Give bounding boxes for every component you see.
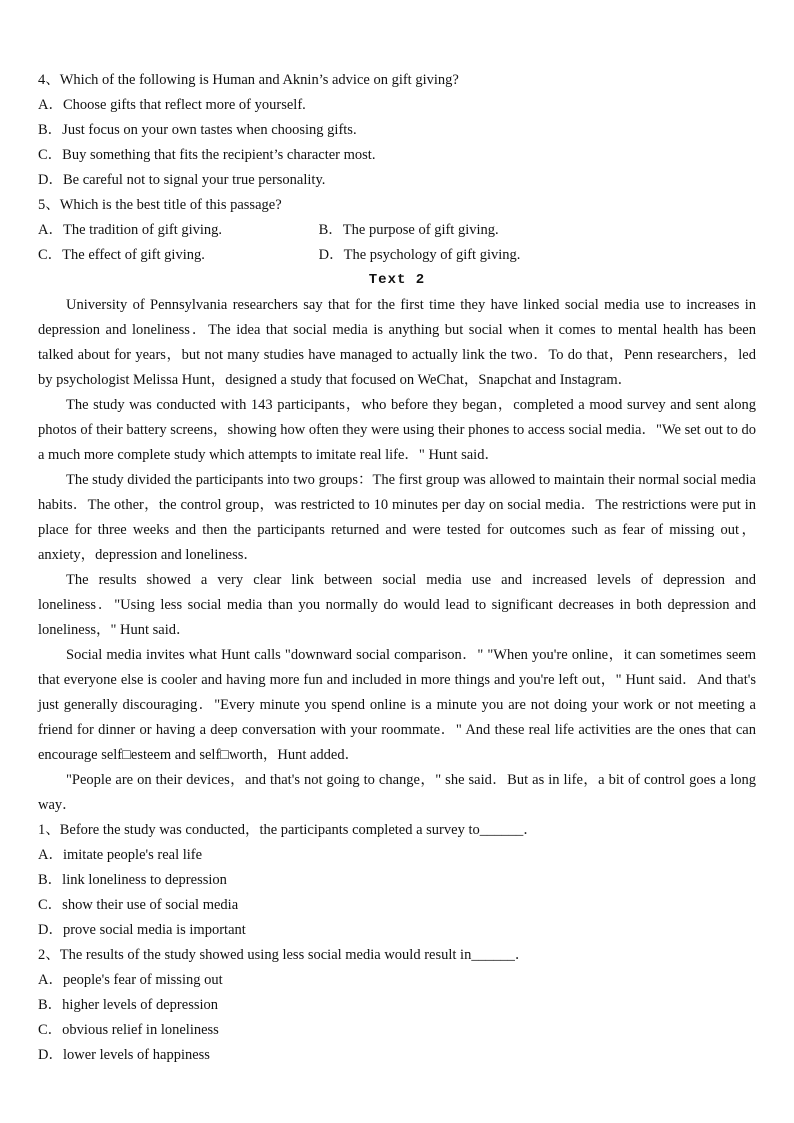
question-1-block	[38, 818, 756, 943]
passage-paragraph-1: University of Pennsylvania researchers say that for the first time they have linked social media use to increases in depression and loneliness．The idea that social media is anything but social when it comes to mental health has been talked about for years，but not many studies have managed to actually link the two．To do that，Penn researchers，led by psychologist Melissa Hunt，designed a study that focused on WeChat，Snapchat and Instagram．	[38, 297, 756, 388]
passage-paragraph-3: The study divided the participants into two groups：The first group was allowed to maintain their normal social media habits．The other，the control group，was restricted to 10 minutes per day on social media．The restrictions were put in place for three weeks and then the participants returned and were tested for outcomes such as fear of missing out，anxiety，depression and loneliness．	[38, 472, 756, 563]
question-4-option-d: D．Be careful not to signal your true personality.	[38, 172, 326, 188]
question-2-option-d: D．lower levels of happiness	[38, 1047, 210, 1063]
question-2-stem: 2、The results of the study showed using less social media would result in______．	[38, 947, 530, 963]
question-5-stem: 5、Which is the best title of this passage?	[38, 197, 282, 213]
question-4-option-b: B．Just focus on your own tastes when choosing gifts.	[38, 122, 357, 138]
passage-paragraph-4: The results showed a very clear link between social media use and increased levels of depression and loneliness．"Using less social media than you normally do would lead to significant decreases in both depression and loneliness，" Hunt said．	[38, 572, 756, 638]
passage-paragraph-5: Social media invites what Hunt calls "downward social comparison．" "When you're online，it can sometimes seem that everyone else is cooler and having more fun and included in more things and you're left out，" Hunt said．And that's just generally discouraging．"Every minute you spend online is a minute you are not doing your work or not meeting a friend for dinner or having a deep conversation with your roommate．" And these real life activities are the ones that can encourage self□esteem and self□worth，Hunt added．	[38, 647, 756, 763]
question-4-option-c: C．Buy something that fits the recipient’s character most.	[38, 147, 376, 163]
reading-passage	[38, 293, 756, 818]
question-5-option-a: A．The tradition of gift giving.	[38, 222, 223, 238]
question-4-option-a: A．Choose gifts that reflect more of yourself.	[38, 97, 306, 113]
section-heading-text-2: Text 2	[368, 272, 426, 288]
question-2-option-a: A．people's fear of missing out	[38, 972, 223, 988]
question-1-option-a: A．imitate people's real life	[38, 847, 203, 863]
passage-paragraph-2: The study was conducted with 143 participants，who before they began，completed a mood survey and sent along photos of their battery screens，showing how often they were using their phones to access social media．"We set out to do a much more complete study which attempts to imitate real life．" Hunt said．	[38, 397, 756, 463]
question-1-option-b: B．link loneliness to depression	[38, 872, 227, 888]
question-2-option-c: C．obvious relief in loneliness	[38, 1022, 219, 1038]
question-4-block	[38, 68, 756, 193]
question-5-option-b: B．The purpose of gift giving.	[318, 222, 499, 238]
question-1-option-c: C．show their use of social media	[38, 897, 239, 913]
question-2-block	[38, 943, 756, 1068]
question-5-options-row-2	[38, 243, 756, 268]
question-5-option-d: D．The psychology of gift giving.	[318, 247, 521, 263]
question-4-stem: 4、Which of the following is Human and Aknin’s advice on gift giving?	[38, 72, 459, 88]
question-5-option-c: C．The effect of gift giving.	[38, 247, 205, 263]
question-2-option-b: B．higher levels of depression	[38, 997, 219, 1013]
passage-paragraph-6: "People are on their devices，and that's not going to change，" she said．But as in life，a bit of control goes a long way．	[38, 772, 756, 813]
question-1-stem: 1、Before the study was conducted，the participants completed a survey to______．	[38, 822, 538, 838]
question-5-block	[38, 193, 756, 268]
question-5-options-row-1	[38, 218, 756, 243]
question-1-option-d: D．prove social media is important	[38, 922, 246, 938]
